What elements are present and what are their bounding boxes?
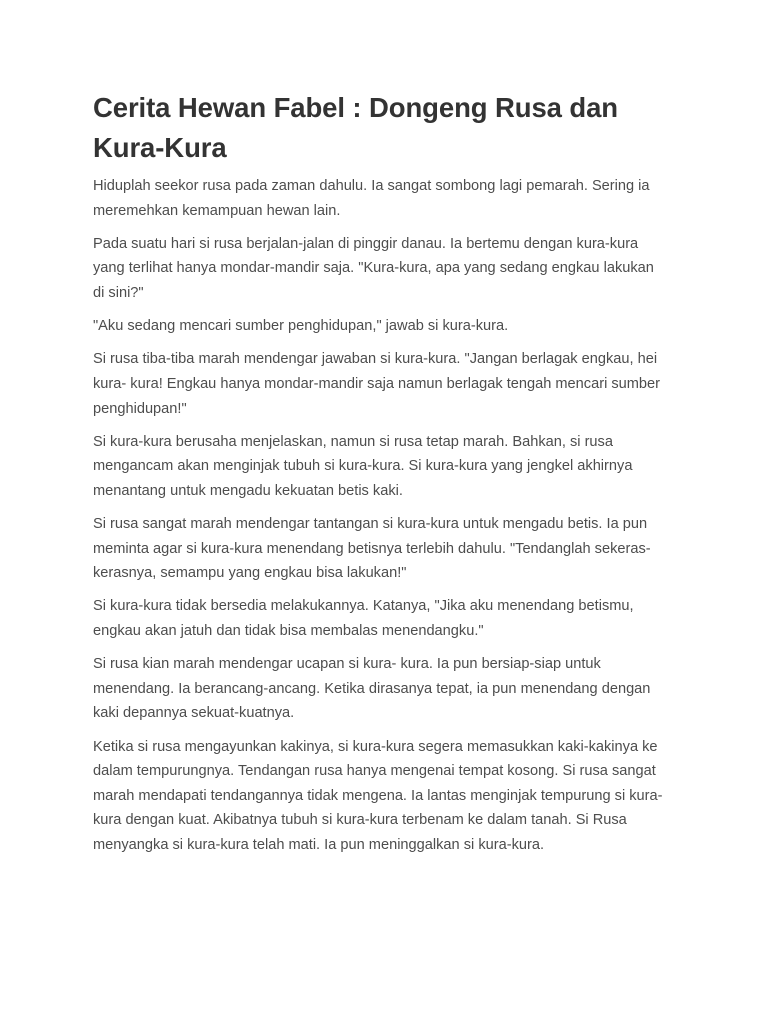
article-body [93,174,693,858]
paragraph-line: Si kura-kura tidak bersedia melakukannya. Katanya, "Jika aku menendang betismu, [93,598,634,615]
title-line: Cerita Hewan Fabel : Dongeng Rusa dan [93,92,618,123]
paragraph [93,232,693,306]
paragraph-line: engkau akan jatuh dan tidak bisa membalas menendangku." [93,623,484,640]
document-page [93,88,693,866]
paragraph [93,347,693,421]
paragraph [93,314,693,339]
paragraph-line: Hiduplah seekor rusa pada zaman dahulu. Ia sangat sombong lagi pemarah. Sering ia [93,178,650,194]
paragraph-line: penghidupan!" [93,400,187,417]
paragraph-line: Si rusa kian marah mendengar ucapan si kura- kura. Ia pun bersiap-siap untuk [93,656,601,673]
paragraph [93,594,693,643]
paragraph [93,512,693,586]
paragraph-line: menyangka si kura-kura telah mati. Ia pun meninggalkan si kura-kura. [93,837,545,853]
paragraph [93,174,693,223]
paragraph-line: menantang untuk mengadu kekuatan betis kaki. [93,482,403,499]
paragraph-line: Pada suatu hari si rusa berjalan-jalan di pinggir danau. Ia bertemu dengan kura-kura [93,235,639,252]
paragraph-line: Si rusa sangat marah mendengar tantangan si kura-kura untuk mengadu betis. Ia pun [93,516,648,533]
paragraph-line: yang terlihat hanya mondar-mandir saja. "Kura-kura, apa yang sedang engkau lakukan [93,260,654,277]
paragraph [93,430,693,504]
paragraph-line: mengancam akan menginjak tubuh si kura-kura. Si kura-kura yang jengkel akhirnya [93,458,633,475]
title-line: Kura-Kura [93,132,227,163]
article-title [93,88,693,168]
paragraph-line: Si rusa tiba-tiba marah mendengar jawaban si kura-kura. "Jangan berlagak engkau, hei [93,351,658,368]
paragraph-line: kaki depannya sekuat-kuatnya. [93,705,295,722]
paragraph-line: kura dengan kuat. Akibatnya tubuh si kura-kura terbenam ke dalam tanah. Si Rusa [93,812,627,829]
paragraph-line: Ketika si rusa mengayunkan kakinya, si kura-kura segera memasukkan kaki-kakinya ke [93,738,658,755]
paragraph-line: "Aku sedang mencari sumber penghidupan," jawab si kura-kura. [93,318,509,335]
paragraph-line: kerasnya, semampu yang engkau bisa lakukan!" [93,565,407,582]
paragraph [93,652,693,726]
paragraph [93,735,693,858]
paragraph-line: kura- kura! Engkau hanya mondar-mandir saja namun berlagak tengah mencari sumber [93,375,661,392]
paragraph-line: dalam tempurungnya. Tendangan rusa hanya mengenai tempat kosong. Si rusa sangat [93,763,656,780]
paragraph-line: meremehkan kemampuan hewan lain. [93,202,341,219]
paragraph-line: meminta agar si kura-kura menendang betisnya terlebih dahulu. "Tendanglah sekeras- [93,540,651,557]
paragraph-line: di sini?" [93,284,144,301]
paragraph-line: menendang. Ia berancang-ancang. Ketika dirasanya tepat, ia pun menendang dengan [93,680,651,697]
paragraph-line: Si kura-kura berusaha menjelaskan, namun si rusa tetap marah. Bahkan, si rusa [93,433,613,450]
paragraph-line: marah mendapati tendangannya tidak mengena. Ia lantas menginjak tempurung si kura- [93,787,663,804]
